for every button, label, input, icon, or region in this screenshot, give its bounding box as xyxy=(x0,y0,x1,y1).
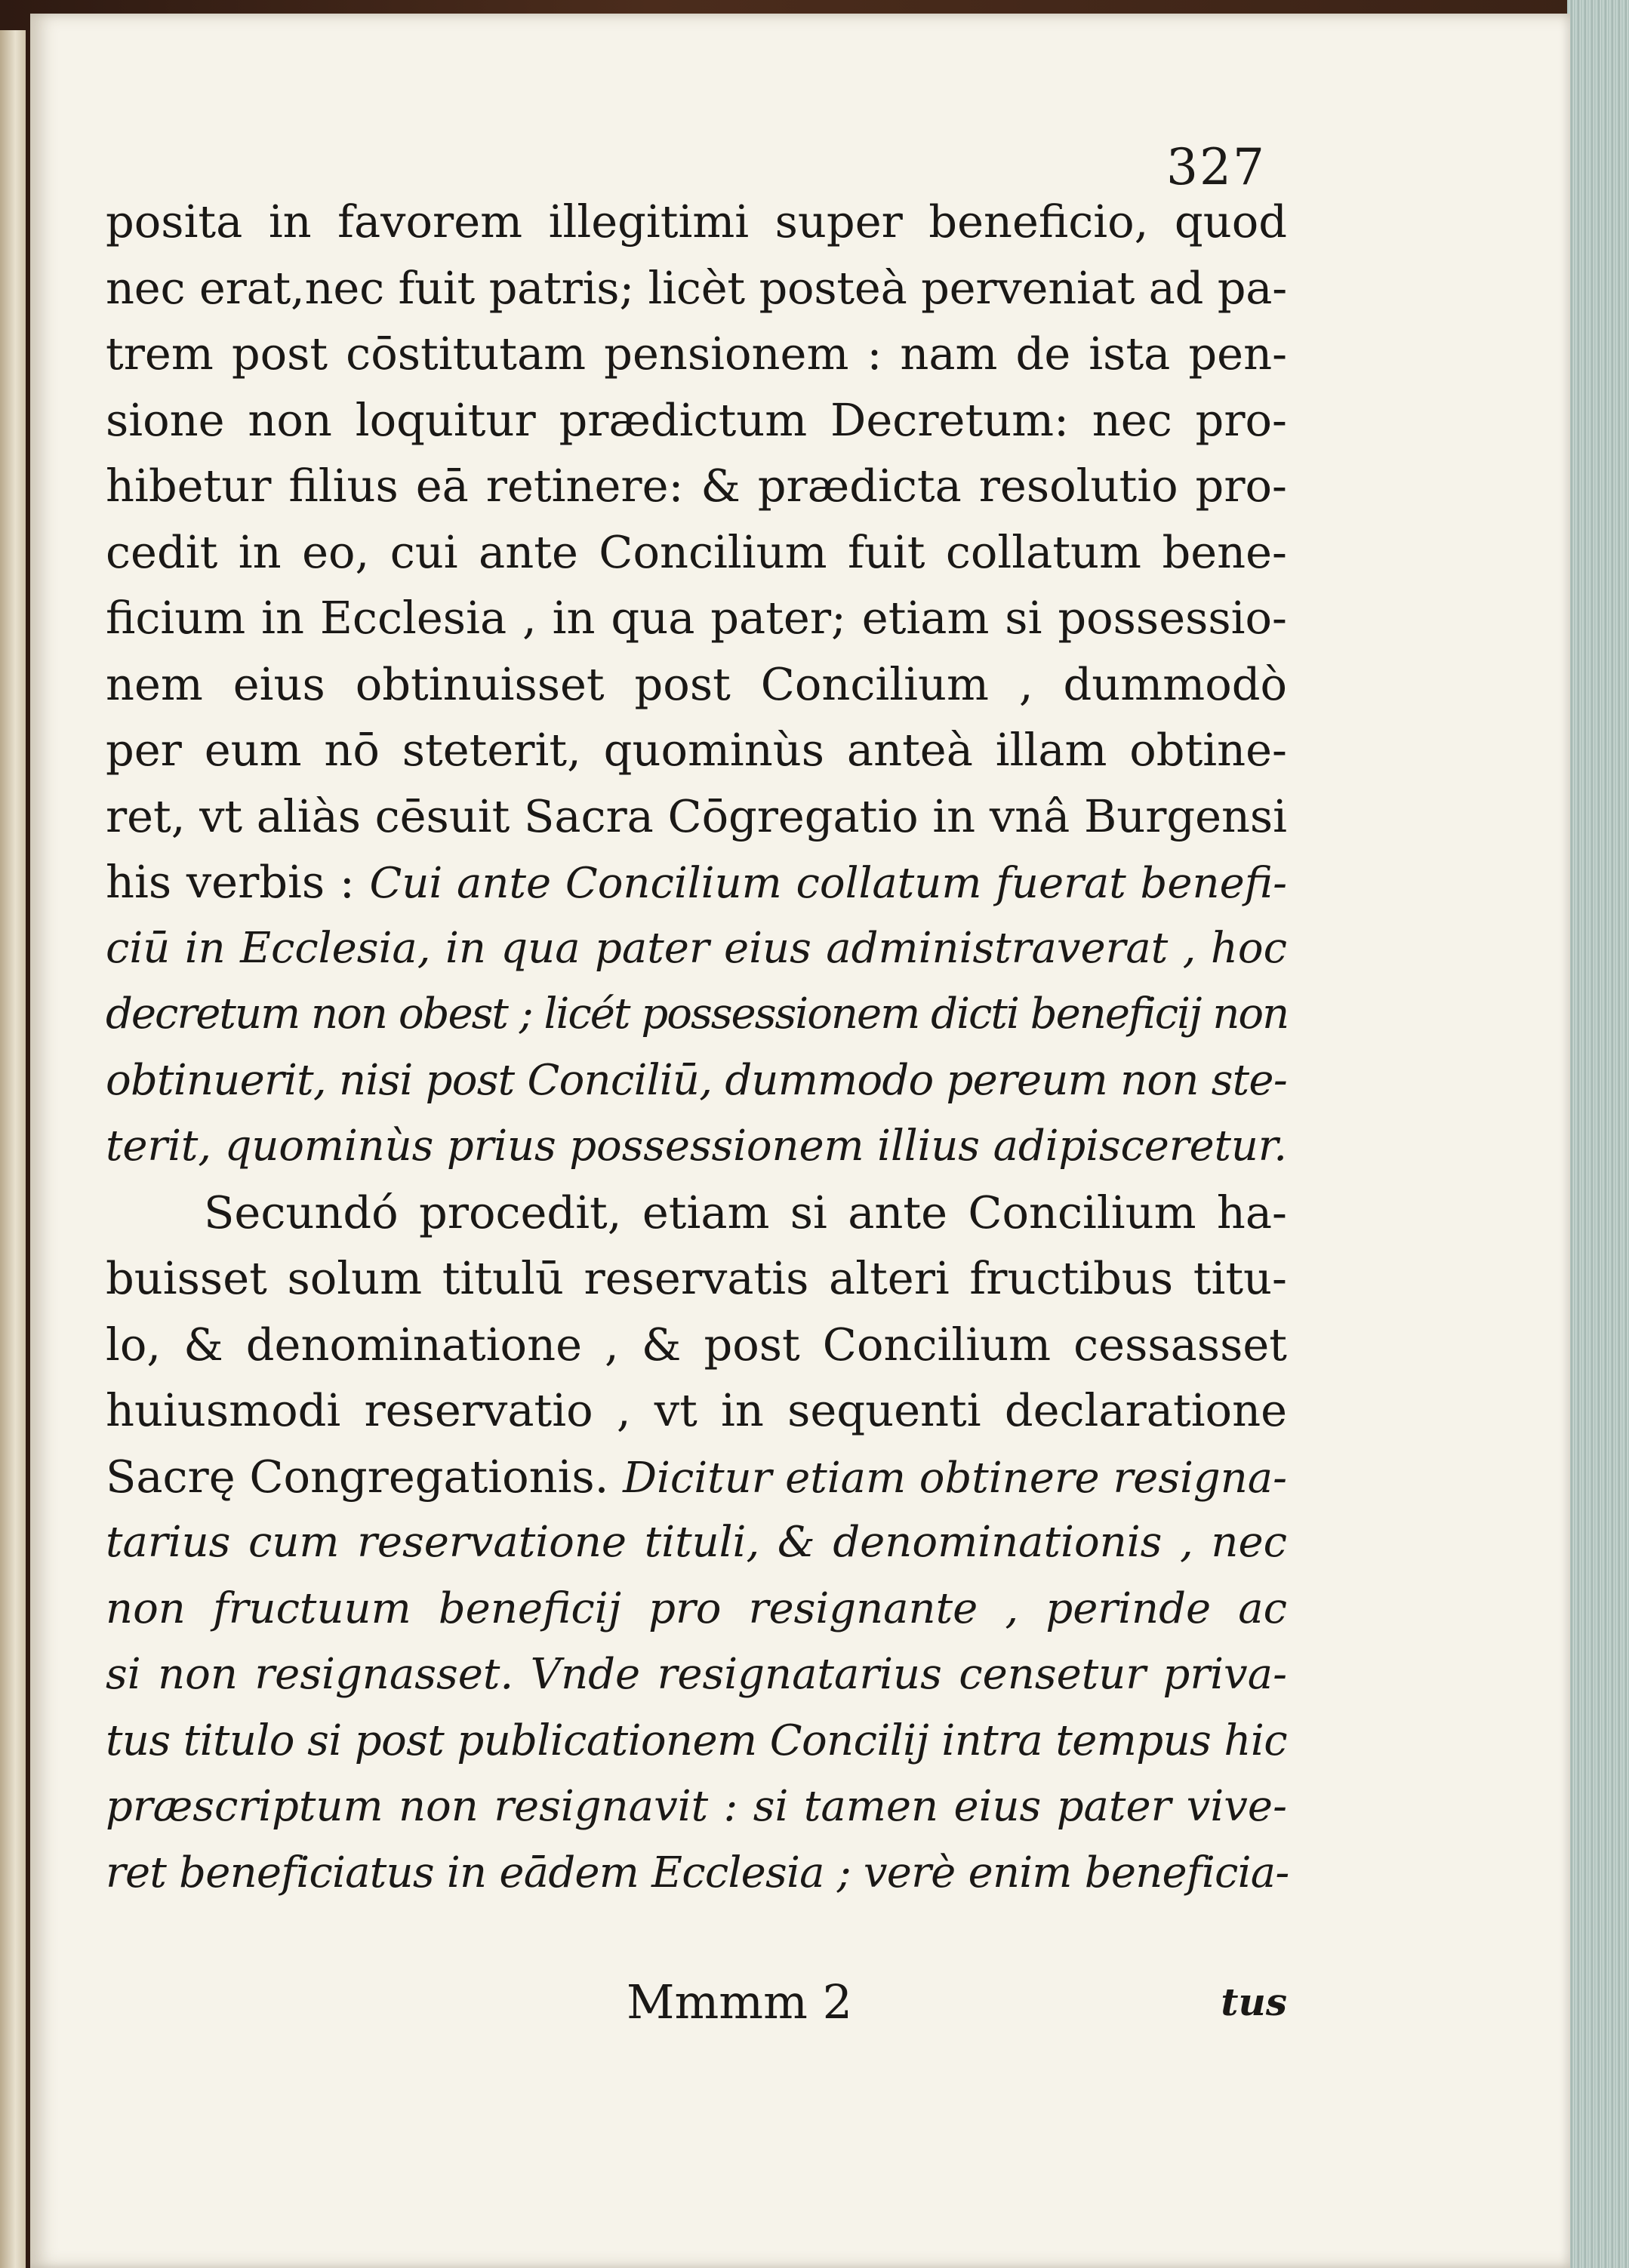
text-line: si non resignasset. Vnde resignatarius censetur priva- xyxy=(106,1650,1287,1699)
text-line: buisset solum titulū reservatis alteri fructibus titu- xyxy=(106,1252,1287,1304)
text-line: hibetur filius eā retinere: & prædicta resolutio pro- xyxy=(106,460,1287,512)
text-line: per eum nō steterit, quominùs anteà illam obtine- xyxy=(106,724,1287,776)
text-line: cedit in eo, cui ante Concilium fuit collatum bene- xyxy=(106,525,1287,578)
text-line: ficium in Ecclesia , in qua pater; etiam si possessio- xyxy=(106,592,1287,644)
text-line: ciū in Ecclesia, in qua pater eius administraverat , hoc xyxy=(106,923,1287,973)
book-fore-edge xyxy=(1567,0,1629,2268)
roman-text: his verbis : xyxy=(106,856,370,908)
text-line xyxy=(106,849,1287,916)
text-line: nem eius obtinuisset post Concilium , dummodò xyxy=(106,657,1287,710)
text-line: Secundó procedit, etiam si ante Concilium ha- xyxy=(204,1186,1287,1239)
signature-mark: Mmmm 2 xyxy=(627,1974,853,2030)
book-page xyxy=(30,14,1570,2268)
text-line: trem post cōstitutam pensionem : nam de ista pen- xyxy=(106,328,1287,380)
text-line xyxy=(106,1444,1287,1510)
text-line: non fructuum beneficij pro resignante , perinde ac xyxy=(106,1583,1287,1633)
text-line: decretum non obest ; licét possessionem dicti beneficij non xyxy=(106,989,1289,1039)
text-line: posita in favorem illegitimi super beneficio, quod xyxy=(106,195,1287,248)
text-line: tarius cum reservatione tituli, & denominationis , nec xyxy=(106,1518,1287,1567)
text-line: ret beneficiatus in eādem Ecclesia ; verè enim beneficia- xyxy=(106,1848,1289,1897)
catchword: tus xyxy=(1221,1980,1287,2024)
text-line: tus titulo si post publicationem Concilij intra tempus hic xyxy=(106,1716,1287,1765)
page-number: 327 xyxy=(1166,138,1266,196)
text-line: sione non loquitur prædictum Decretum: nec pro- xyxy=(106,393,1287,446)
body-text xyxy=(106,189,1287,1906)
page-footer xyxy=(106,1968,1287,2036)
text-line: terit, quominùs prius possessionem illius adipisceretur. xyxy=(106,1122,1287,1171)
text-line: lo, & denominatione , & post Concilium cessasset xyxy=(106,1318,1287,1371)
text-line: ret, vt aliàs cēsuit Sacra Cōgregatio in vnâ Burgensi xyxy=(106,789,1287,842)
text-line: obtinuerit, nisi post Conciliū, dummodo pereum non ste- xyxy=(106,1055,1287,1105)
left-page-edge xyxy=(0,30,26,2268)
italic-text: Dicitur etiam obtinere resigna- xyxy=(623,1453,1287,1503)
italic-text: Cui ante Concilium collatum fuerat benefi- xyxy=(369,859,1287,908)
text-line: nec erat,nec fuit patris; licèt posteà perveniat ad pa- xyxy=(106,261,1287,314)
text-line: huiusmodi reservatio , vt in sequenti declaratione xyxy=(106,1384,1287,1436)
text-line: præscriptum non resignavit : si tamen eius pater vive- xyxy=(106,1782,1287,1831)
roman-text: Sacrę Congregationis. xyxy=(106,1450,624,1503)
